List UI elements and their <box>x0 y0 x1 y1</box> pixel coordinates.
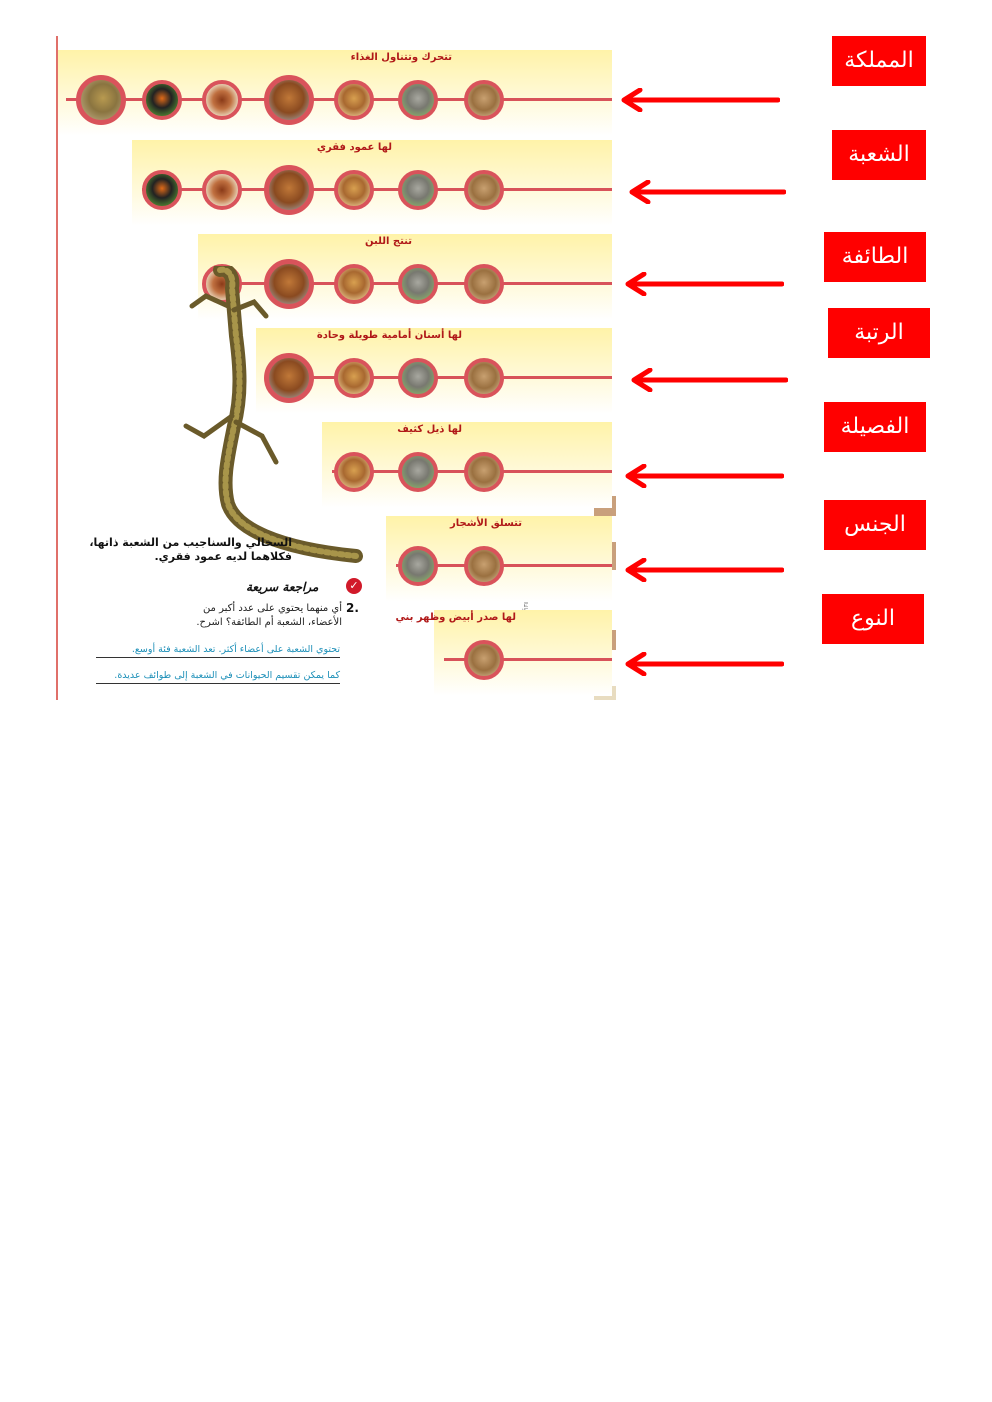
page-margin-line <box>56 36 58 700</box>
mouse-photo <box>464 170 504 210</box>
review-title: مراجعة سريعة <box>246 580 319 594</box>
squirrel-photo <box>398 452 438 492</box>
classification-band <box>386 516 612 602</box>
mouse-photo <box>464 640 504 680</box>
classification-band <box>56 50 612 136</box>
band-title: لها صدر أبيض وظهر بني <box>395 612 516 623</box>
rank-label: الفصيلة <box>824 402 926 452</box>
oriole-photo <box>142 170 182 210</box>
grasshopper-photo <box>76 75 126 125</box>
squirrel-photo <box>398 358 438 398</box>
squirrel-photo <box>398 170 438 210</box>
left-arrow-icon <box>630 368 788 392</box>
left-arrow-icon <box>624 652 784 676</box>
squirrel-photo <box>398 80 438 120</box>
squirrel-photo <box>398 264 438 304</box>
left-arrow-icon <box>624 558 784 582</box>
answer-line: تحتوي الشعبة على أعضاء أكثر. تعد الشعبة فئة أوسع. <box>96 644 340 658</box>
classification-band <box>395 610 612 696</box>
band-title: لها عمود فقري <box>316 142 392 153</box>
cow-photo <box>202 170 242 210</box>
mouse-photo <box>464 546 504 586</box>
band-title: تتحرك وتتناول الغذاء <box>350 52 452 63</box>
rank-label: النوع <box>822 594 924 644</box>
left-arrow-icon <box>620 88 780 112</box>
beaver-photo <box>264 165 314 215</box>
mouse-photo <box>464 264 504 304</box>
question-number: 2. <box>346 601 359 615</box>
left-arrow-icon <box>624 272 784 296</box>
mouse-photo <box>464 358 504 398</box>
answer-line: كما يمكن تقسيم الحيوانات في الشعبة إلى طوائف عديدة. <box>96 670 340 684</box>
band-title: تنتج اللبن <box>365 236 412 247</box>
mouse-photo <box>464 452 504 492</box>
mouse-photo <box>464 80 504 120</box>
rank-label: المملكة <box>832 36 926 86</box>
rank-label: الرتبة <box>828 308 930 358</box>
chipmunk-photo <box>334 80 374 120</box>
chipmunk-photo <box>334 170 374 210</box>
squirrel-photo <box>398 546 438 586</box>
checkmark-icon: ✓ <box>346 578 362 594</box>
band-title: لها أسنان أمامية طويلة وحادة <box>316 330 462 341</box>
review-question: أي منهما يحتوي على عدد أكبر من الأعضاء، الشعبة أم الطائفة؟ اشرح. <box>196 603 342 628</box>
classification-band <box>132 140 612 226</box>
rank-label: الطائفة <box>824 232 926 282</box>
beaver-photo <box>264 75 314 125</box>
rank-label: الشعبة <box>832 130 926 180</box>
rank-label: الجنس <box>824 500 926 550</box>
left-arrow-icon <box>624 464 784 488</box>
textbook-page <box>56 36 616 700</box>
band-title: تتسلق الأشجار <box>449 518 522 529</box>
oriole-photo <box>142 80 182 120</box>
cow-photo <box>202 80 242 120</box>
band-title: لها ذيل كثيف <box>397 424 462 435</box>
lizard-illustration <box>116 266 376 566</box>
copyright-credit: والتأليف <box>522 594 528 612</box>
lizard-caption: السحالي والسناجيب من الشعبة ذاتها، فكلاهما لديه عمود فقري. <box>89 536 292 563</box>
left-arrow-icon <box>628 180 786 204</box>
